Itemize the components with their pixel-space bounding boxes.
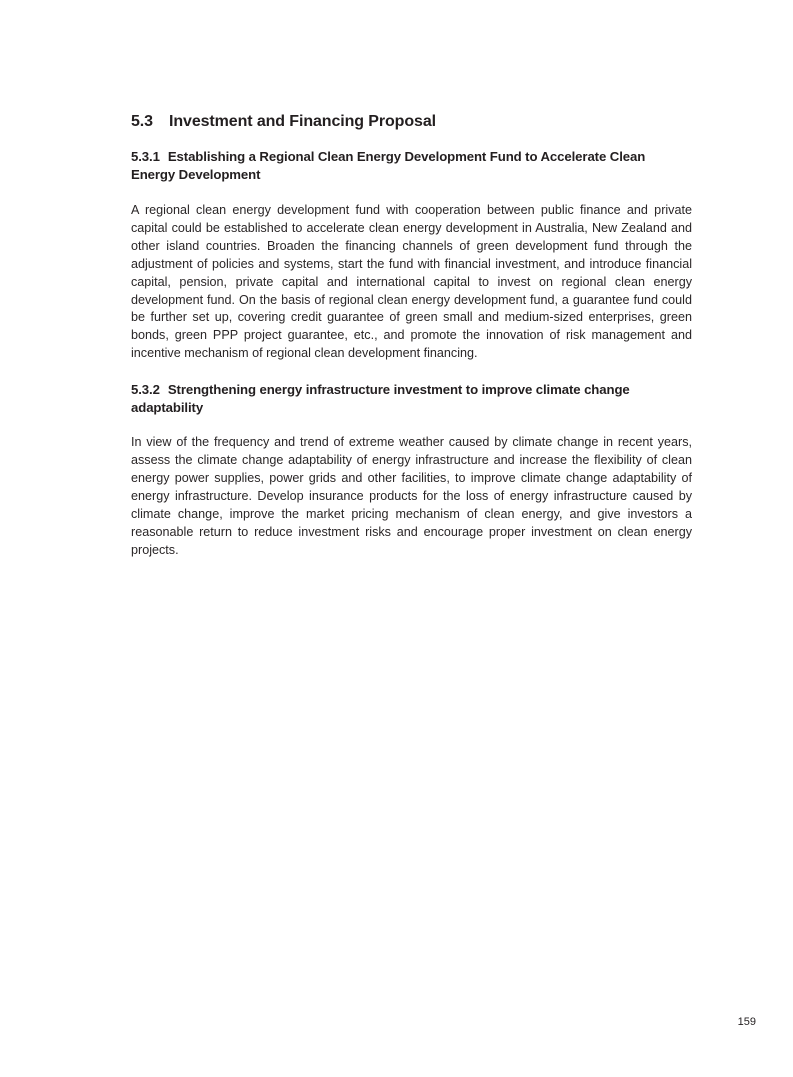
paragraph-5-3-1: A regional clean energy development fund with cooperation between public finance and private capital could be established to accelerate clean energy development in Australia, New Zealand and other island countries. Broaden the financing channels of green development fund through the adjustment of policies and systems, start the fund with financial investment, and introduce financial capital, pension, private capital and international capital to invest on regional clean energy development fund. On the basis of regional clean energy development fund, a guarantee fund could be further set up, covering credit guarantee of green small and medium-sized enterprises, green bonds, green PPP project guarantee, etc., and promote the innovation of risk management and incentive mechanism of regional clean development financing. xyxy=(131,203,692,361)
subsection-heading-5-3-1 xyxy=(131,148,692,184)
page-number: 159 xyxy=(737,1016,756,1028)
page-content xyxy=(131,112,692,560)
section-heading xyxy=(131,112,692,132)
subsection-number: 5.3.1 xyxy=(131,149,160,164)
section-number: 5.3 xyxy=(131,113,153,130)
subsection-title: Establishing a Regional Clean Energy Development Fund to Accelerate Clean Energy Development xyxy=(131,149,646,182)
subsection-heading-5-3-2 xyxy=(131,381,692,417)
paragraph-5-3-2: In view of the frequency and trend of extreme weather caused by climate change in recent years, assess the climate change adaptability of energy infrastructure and increase the flexibility of clean energy power supplies, power grids and other facilities, to improve climate change adaptability of energy infrastructure. Develop insurance products for the loss of energy infrastructure caused by climate change, improve the market pricing mechanism of clean energy, and give investors a reasonable return to reduce investment risks and encourage proper investment on clean energy projects. xyxy=(131,435,692,557)
section-title: Investment and Financing Proposal xyxy=(169,113,436,130)
subsection-title: Strengthening energy infrastructure investment to improve climate change adaptability xyxy=(131,382,630,416)
subsection-number: 5.3.2 xyxy=(131,382,160,398)
